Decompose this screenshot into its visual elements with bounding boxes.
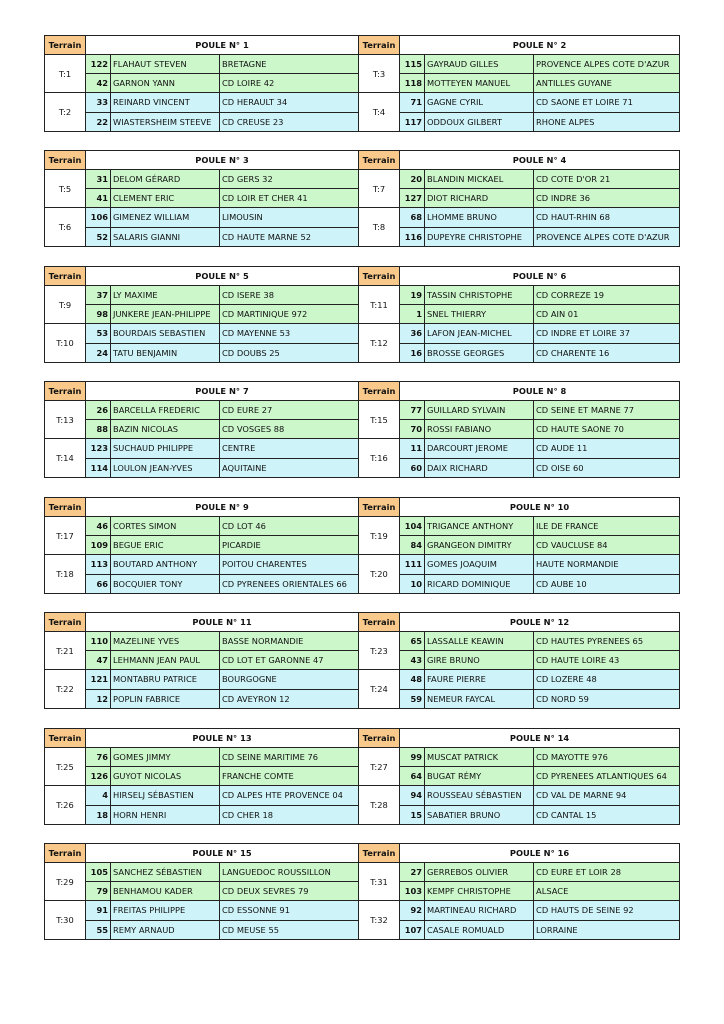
player-region: CD SEINE MARITIME 76 <box>220 748 359 767</box>
terrain-header: Terrain <box>359 267 400 286</box>
player-number: 77 <box>400 401 425 420</box>
player-region: CD AUBE 10 <box>534 574 680 593</box>
player-name: BUGAT RÉMY <box>425 767 534 786</box>
player-region: CD VAUCLUSE 84 <box>534 536 680 555</box>
player-number: 88 <box>86 420 111 439</box>
player-region: CD COTE D'OR 21 <box>534 170 680 189</box>
player-name: NEMEUR FAYCAL <box>425 689 534 708</box>
player-region: CD LOZERE 48 <box>534 670 680 689</box>
player-number: 99 <box>400 748 425 767</box>
player-row <box>45 286 680 305</box>
terrain-cell: T:9 <box>45 286 86 324</box>
player-name: CORTES SIMON <box>111 517 220 536</box>
player-name: TRIGANCE ANTHONY <box>425 517 534 536</box>
player-number: 113 <box>86 555 111 574</box>
player-region: CD MAYOTTE 976 <box>534 748 680 767</box>
player-row <box>45 401 680 420</box>
player-number: 76 <box>86 748 111 767</box>
player-number: 121 <box>86 670 111 689</box>
player-name: ODDOUX GILBERT <box>425 112 534 131</box>
player-name: DELOM GÉRARD <box>111 170 220 189</box>
player-region: CD HAUTE MARNE 52 <box>220 227 359 246</box>
player-region: CD AIN 01 <box>534 305 680 324</box>
player-region: CD CANTAL 15 <box>534 805 680 824</box>
player-number: 10 <box>400 574 425 593</box>
player-name: GOMES JOAQUIM <box>425 555 534 574</box>
player-number: 64 <box>400 767 425 786</box>
player-region: CD CHER 18 <box>220 805 359 824</box>
player-number: 41 <box>86 189 111 208</box>
poule-title: POULE N° 6 <box>400 267 680 286</box>
player-number: 111 <box>400 555 425 574</box>
player-region: CD MEUSE 55 <box>220 920 359 939</box>
player-name: DUPEYRE CHRISTOPHE <box>425 227 534 246</box>
player-number: 107 <box>400 920 425 939</box>
terrain-cell: T:5 <box>45 170 86 208</box>
terrain-cell: T:31 <box>359 863 400 901</box>
player-number: 4 <box>86 786 111 805</box>
poule-block <box>44 150 680 247</box>
player-name: FAURE PIERRE <box>425 670 534 689</box>
player-region: CD ALPES HTE PROVENCE 04 <box>220 786 359 805</box>
player-name: SALARIS GIANNI <box>111 227 220 246</box>
player-region: BRETAGNE <box>220 55 359 74</box>
player-name: GUILLARD SYLVAIN <box>425 401 534 420</box>
player-number: 31 <box>86 170 111 189</box>
terrain-cell: T:30 <box>45 901 86 939</box>
poule-block <box>44 497 680 594</box>
player-name: LASSALLE KEAWIN <box>425 632 534 651</box>
poule-header-row <box>45 729 680 748</box>
player-number: 65 <box>400 632 425 651</box>
player-number: 37 <box>86 286 111 305</box>
poule-title: POULE N° 5 <box>86 267 359 286</box>
poule-block <box>44 843 680 940</box>
player-row <box>45 55 680 74</box>
player-region: CD ISERE 38 <box>220 286 359 305</box>
player-name: TATU BENJAMIN <box>111 343 220 362</box>
player-number: 84 <box>400 536 425 555</box>
player-number: 15 <box>400 805 425 824</box>
player-row <box>45 786 680 805</box>
player-region: CD HAUT-RHIN 68 <box>534 208 680 227</box>
player-region: CD CHARENTE 16 <box>534 343 680 362</box>
player-region: CD AVEYRON 12 <box>220 689 359 708</box>
player-number: 68 <box>400 208 425 227</box>
player-name: MOTTEYEN MANUEL <box>425 74 534 93</box>
player-name: LAFON JEAN-MICHEL <box>425 324 534 343</box>
player-region: CD GERS 32 <box>220 170 359 189</box>
player-name: DIOT RICHARD <box>425 189 534 208</box>
player-region: BASSE NORMANDIE <box>220 632 359 651</box>
player-number: 103 <box>400 882 425 901</box>
player-name: LHOMME BRUNO <box>425 208 534 227</box>
terrain-cell: T:13 <box>45 401 86 439</box>
player-name: GAYRAUD GILLES <box>425 55 534 74</box>
player-name: CASALE ROMUALD <box>425 920 534 939</box>
poule-block <box>44 728 680 825</box>
player-row <box>45 901 680 920</box>
player-region: CD CORREZE 19 <box>534 286 680 305</box>
poule-header-row <box>45 382 680 401</box>
player-number: 36 <box>400 324 425 343</box>
player-name: SNEL THIERRY <box>425 305 534 324</box>
player-name: HORN HENRI <box>111 805 220 824</box>
poule-title: POULE N° 4 <box>400 151 680 170</box>
terrain-header: Terrain <box>45 729 86 748</box>
terrain-cell: T:19 <box>359 517 400 555</box>
player-region: ANTILLES GUYANE <box>534 74 680 93</box>
player-region: CD NORD 59 <box>534 689 680 708</box>
player-region: CD VOSGES 88 <box>220 420 359 439</box>
player-name: GAGNE CYRIL <box>425 93 534 112</box>
player-name: BROSSE GEORGES <box>425 343 534 362</box>
terrain-cell: T:14 <box>45 439 86 477</box>
terrain-cell: T:20 <box>359 555 400 593</box>
player-region: CD DEUX SEVRES 79 <box>220 882 359 901</box>
terrain-cell: T:16 <box>359 439 400 477</box>
player-region: FRANCHE COMTE <box>220 767 359 786</box>
terrain-cell: T:23 <box>359 632 400 670</box>
terrain-cell: T:8 <box>359 208 400 246</box>
player-name: MAZELINE YVES <box>111 632 220 651</box>
player-region: CD ESSONNE 91 <box>220 901 359 920</box>
player-number: 27 <box>400 863 425 882</box>
terrain-cell: T:22 <box>45 670 86 708</box>
player-number: 11 <box>400 439 425 458</box>
player-region: CD INDRE ET LOIRE 37 <box>534 324 680 343</box>
player-row <box>45 555 680 574</box>
player-number: 98 <box>86 305 111 324</box>
player-number: 105 <box>86 863 111 882</box>
terrain-cell: T:32 <box>359 901 400 939</box>
terrain-header: Terrain <box>359 382 400 401</box>
poule-block <box>44 35 680 132</box>
player-name: REMY ARNAUD <box>111 920 220 939</box>
poule-title: POULE N° 1 <box>86 36 359 55</box>
player-number: 33 <box>86 93 111 112</box>
terrain-cell: T:12 <box>359 324 400 362</box>
player-region: CENTRE <box>220 439 359 458</box>
player-number: 109 <box>86 536 111 555</box>
player-number: 47 <box>86 651 111 670</box>
player-number: 43 <box>400 651 425 670</box>
player-region: BOURGOGNE <box>220 670 359 689</box>
player-name: LY MAXIME <box>111 286 220 305</box>
player-name: RICARD DOMINIQUE <box>425 574 534 593</box>
player-number: 16 <box>400 343 425 362</box>
player-name: SUCHAUD PHILIPPE <box>111 439 220 458</box>
player-region: AQUITAINE <box>220 458 359 477</box>
terrain-cell: T:3 <box>359 55 400 93</box>
player-number: 115 <box>400 55 425 74</box>
terrain-cell: T:27 <box>359 748 400 786</box>
player-region: CD PYRENEES ORIENTALES 66 <box>220 574 359 593</box>
player-row <box>45 439 680 458</box>
player-name: FREITAS PHILIPPE <box>111 901 220 920</box>
player-number: 92 <box>400 901 425 920</box>
player-region: POITOU CHARENTES <box>220 555 359 574</box>
player-number: 79 <box>86 882 111 901</box>
player-number: 117 <box>400 112 425 131</box>
terrain-header: Terrain <box>45 267 86 286</box>
player-region: PROVENCE ALPES COTE D'AZUR <box>534 227 680 246</box>
player-number: 22 <box>86 112 111 131</box>
player-name: BARCELLA FREDERIC <box>111 401 220 420</box>
terrain-cell: T:11 <box>359 286 400 324</box>
terrain-cell: T:4 <box>359 93 400 131</box>
terrain-cell: T:6 <box>45 208 86 246</box>
player-region: ALSACE <box>534 882 680 901</box>
player-name: CLEMENT ERIC <box>111 189 220 208</box>
poule-title: POULE N° 16 <box>400 844 680 863</box>
player-name: GIRE BRUNO <box>425 651 534 670</box>
terrain-cell: T:28 <box>359 786 400 824</box>
player-number: 55 <box>86 920 111 939</box>
player-number: 60 <box>400 458 425 477</box>
player-region: CD LOT 46 <box>220 517 359 536</box>
player-name: GUYOT NICOLAS <box>111 767 220 786</box>
poule-header-row <box>45 151 680 170</box>
player-name: BOURDAIS SEBASTIEN <box>111 324 220 343</box>
player-number: 18 <box>86 805 111 824</box>
poule-header-row <box>45 613 680 632</box>
poule-block <box>44 612 680 709</box>
poule-header-row <box>45 844 680 863</box>
player-number: 66 <box>86 574 111 593</box>
terrain-cell: T:15 <box>359 401 400 439</box>
player-number: 46 <box>86 517 111 536</box>
player-region: CD CREUSE 23 <box>220 112 359 131</box>
player-number: 53 <box>86 324 111 343</box>
player-number: 42 <box>86 74 111 93</box>
player-region: PICARDIE <box>220 536 359 555</box>
poule-header-row <box>45 36 680 55</box>
player-name: LEHMANN JEAN PAUL <box>111 651 220 670</box>
player-name: BENHAMOU KADER <box>111 882 220 901</box>
player-number: 52 <box>86 227 111 246</box>
poule-title: POULE N° 7 <box>86 382 359 401</box>
terrain-header: Terrain <box>45 613 86 632</box>
player-name: DARCOURT JEROME <box>425 439 534 458</box>
player-name: BEGUE ERIC <box>111 536 220 555</box>
terrain-cell: T:1 <box>45 55 86 93</box>
player-number: 20 <box>400 170 425 189</box>
terrain-header: Terrain <box>359 729 400 748</box>
terrain-header: Terrain <box>359 151 400 170</box>
player-number: 106 <box>86 208 111 227</box>
terrain-header: Terrain <box>45 151 86 170</box>
player-number: 118 <box>400 74 425 93</box>
player-row <box>45 324 680 343</box>
player-name: GIMENEZ WILLIAM <box>111 208 220 227</box>
player-number: 110 <box>86 632 111 651</box>
player-region: CD AUDE 11 <box>534 439 680 458</box>
player-name: DAIX RICHARD <box>425 458 534 477</box>
player-region: LANGUEDOC ROUSSILLON <box>220 863 359 882</box>
player-name: JUNKERE JEAN-PHILIPPE <box>111 305 220 324</box>
player-region: CD OISE 60 <box>534 458 680 477</box>
poule-title: POULE N° 9 <box>86 498 359 517</box>
player-name: GARNON YANN <box>111 74 220 93</box>
player-number: 1 <box>400 305 425 324</box>
player-name: BOUTARD ANTHONY <box>111 555 220 574</box>
player-row <box>45 208 680 227</box>
player-region: CD SAONE ET LOIRE 71 <box>534 93 680 112</box>
terrain-header: Terrain <box>45 382 86 401</box>
player-region: LORRAINE <box>534 920 680 939</box>
player-number: 19 <box>400 286 425 305</box>
player-region: ILE DE FRANCE <box>534 517 680 536</box>
terrain-header: Terrain <box>359 498 400 517</box>
player-number: 104 <box>400 517 425 536</box>
player-row <box>45 748 680 767</box>
player-number: 70 <box>400 420 425 439</box>
player-region: CD EURE ET LOIR 28 <box>534 863 680 882</box>
player-region: CD DOUBS 25 <box>220 343 359 362</box>
poule-header-row <box>45 267 680 286</box>
poule-title: POULE N° 3 <box>86 151 359 170</box>
player-number: 12 <box>86 689 111 708</box>
player-name: BAZIN NICOLAS <box>111 420 220 439</box>
player-region: CD LOIRE 42 <box>220 74 359 93</box>
player-name: REINARD VINCENT <box>111 93 220 112</box>
terrain-header: Terrain <box>45 498 86 517</box>
player-number: 24 <box>86 343 111 362</box>
player-name: BLANDIN MICKAEL <box>425 170 534 189</box>
terrain-header: Terrain <box>45 844 86 863</box>
player-region: CD MARTINIQUE 972 <box>220 305 359 324</box>
player-number: 116 <box>400 227 425 246</box>
player-row <box>45 170 680 189</box>
player-row <box>45 670 680 689</box>
terrain-header: Terrain <box>359 36 400 55</box>
player-region: CD HAUTS DE SEINE 92 <box>534 901 680 920</box>
terrain-cell: T:17 <box>45 517 86 555</box>
terrain-cell: T:2 <box>45 93 86 131</box>
player-number: 91 <box>86 901 111 920</box>
poule-title: POULE N° 13 <box>86 729 359 748</box>
player-name: BOCQUIER TONY <box>111 574 220 593</box>
terrain-cell: T:18 <box>45 555 86 593</box>
player-region: CD EURE 27 <box>220 401 359 420</box>
poule-block <box>44 381 680 478</box>
player-name: ROSSI FABIANO <box>425 420 534 439</box>
player-row <box>45 632 680 651</box>
poule-title: POULE N° 12 <box>400 613 680 632</box>
terrain-header: Terrain <box>45 36 86 55</box>
terrain-cell: T:26 <box>45 786 86 824</box>
player-number: 114 <box>86 458 111 477</box>
player-number: 48 <box>400 670 425 689</box>
player-name: MARTINEAU RICHARD <box>425 901 534 920</box>
poule-title: POULE N° 8 <box>400 382 680 401</box>
player-region: PROVENCE ALPES COTE D'AZUR <box>534 55 680 74</box>
terrain-header: Terrain <box>359 613 400 632</box>
player-number: 123 <box>86 439 111 458</box>
terrain-cell: T:24 <box>359 670 400 708</box>
terrain-cell: T:29 <box>45 863 86 901</box>
player-number: 127 <box>400 189 425 208</box>
player-name: WIASTERSHEIM STEEVE <box>111 112 220 131</box>
player-name: GRANGEON DIMITRY <box>425 536 534 555</box>
player-region: CD HAUTES PYRENEES 65 <box>534 632 680 651</box>
player-region: CD HAUTE LOIRE 43 <box>534 651 680 670</box>
player-name: MUSCAT PATRICK <box>425 748 534 767</box>
player-region: RHONE ALPES <box>534 112 680 131</box>
player-region: CD PYRENEES ATLANTIQUES 64 <box>534 767 680 786</box>
terrain-cell: T:21 <box>45 632 86 670</box>
player-region: CD LOIR ET CHER 41 <box>220 189 359 208</box>
player-region: CD SEINE ET MARNE 77 <box>534 401 680 420</box>
player-number: 71 <box>400 93 425 112</box>
player-number: 126 <box>86 767 111 786</box>
player-name: SANCHEZ SÉBASTIEN <box>111 863 220 882</box>
player-row <box>45 863 680 882</box>
poule-title: POULE N° 15 <box>86 844 359 863</box>
player-row <box>45 517 680 536</box>
terrain-header: Terrain <box>359 844 400 863</box>
player-name: GERREBOS OLIVIER <box>425 863 534 882</box>
player-row <box>45 93 680 112</box>
player-region: LIMOUSIN <box>220 208 359 227</box>
player-name: ROUSSEAU SÉBASTIEN <box>425 786 534 805</box>
player-name: FLAHAUT STEVEN <box>111 55 220 74</box>
player-number: 59 <box>400 689 425 708</box>
poule-title: POULE N° 10 <box>400 498 680 517</box>
player-region: CD VAL DE MARNE 94 <box>534 786 680 805</box>
terrain-cell: T:25 <box>45 748 86 786</box>
terrain-cell: T:7 <box>359 170 400 208</box>
player-name: TASSIN CHRISTOPHE <box>425 286 534 305</box>
player-region: CD LOT ET GARONNE 47 <box>220 651 359 670</box>
poule-title: POULE N° 2 <box>400 36 680 55</box>
player-region: CD MAYENNE 53 <box>220 324 359 343</box>
poule-block <box>44 266 680 363</box>
player-number: 122 <box>86 55 111 74</box>
player-name: POPLIN FABRICE <box>111 689 220 708</box>
poule-title: POULE N° 11 <box>86 613 359 632</box>
player-name: HIRSELJ SÉBASTIEN <box>111 786 220 805</box>
player-region: HAUTE NORMANDIE <box>534 555 680 574</box>
player-name: LOULON JEAN-YVES <box>111 458 220 477</box>
player-region: CD HAUTE SAONE 70 <box>534 420 680 439</box>
poule-title: POULE N° 14 <box>400 729 680 748</box>
terrain-cell: T:10 <box>45 324 86 362</box>
player-region: CD HERAULT 34 <box>220 93 359 112</box>
player-name: GOMES JIMMY <box>111 748 220 767</box>
player-region: CD INDRE 36 <box>534 189 680 208</box>
player-name: MONTABRU PATRICE <box>111 670 220 689</box>
player-name: KEMPF CHRISTOPHE <box>425 882 534 901</box>
player-number: 26 <box>86 401 111 420</box>
player-number: 94 <box>400 786 425 805</box>
poule-header-row <box>45 498 680 517</box>
player-name: SABATIER BRUNO <box>425 805 534 824</box>
